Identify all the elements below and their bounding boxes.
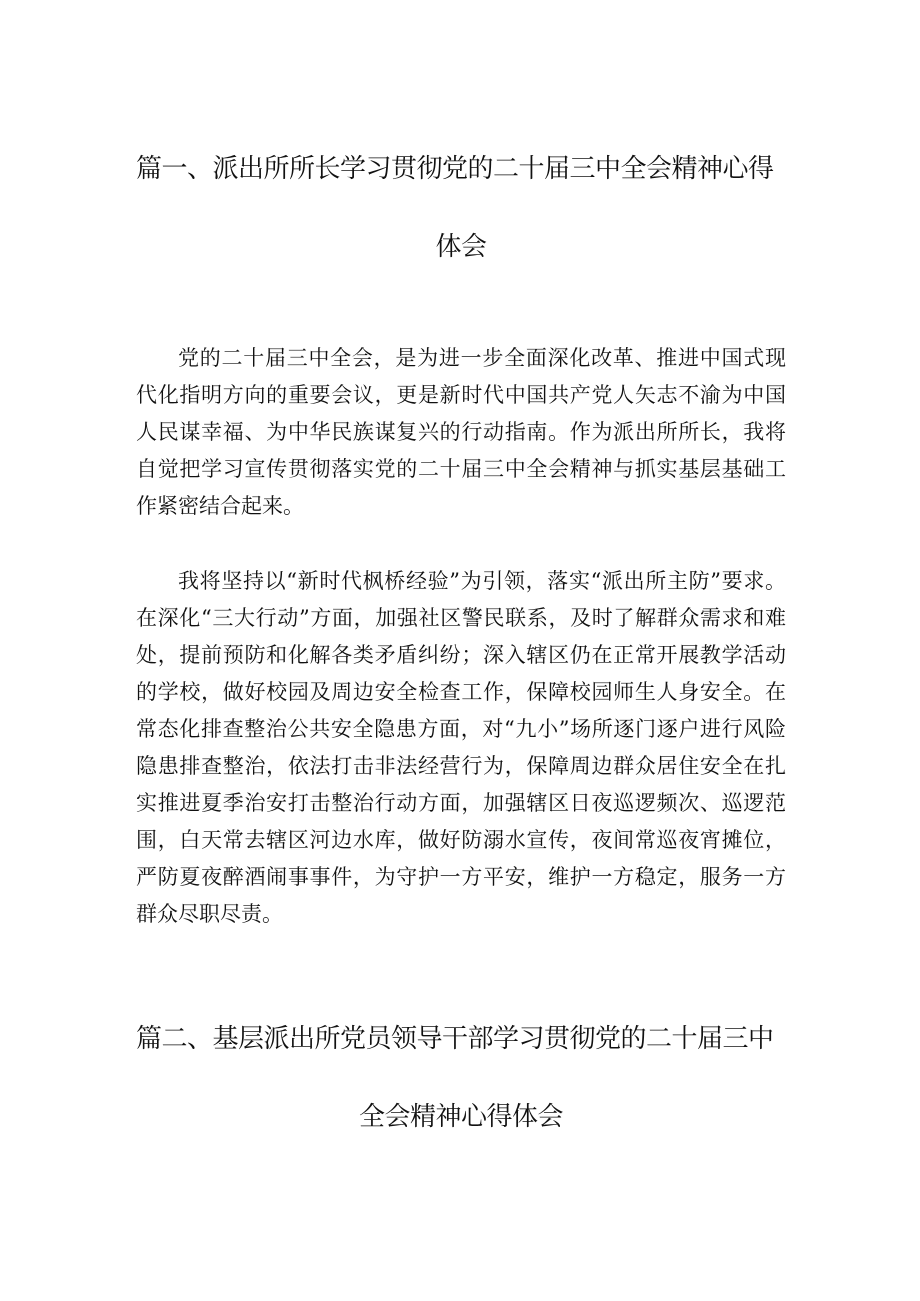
section-1-title-line-1: 篇一、派出所所长学习贯彻党的二十届三中全会精神心得	[136, 154, 774, 184]
section-1-paragraph-2: 我将坚持以“新时代枫桥经验”为引领，落实“派出所主防”要求。在深化“三大行动”方面，加强社区警民联系，及时了解群众需求和难处，提前预防和化解各类矛盾纠纷；深入辖区仍在正常开展教学活动的学校，做好校园及周边安全检查工作，保障校园师生人身安全。在常态化排查整治公共安全隐患方面，对“九小”场所逐门逐户进行风险隐患排查整治，依法打击非法经营行为，保障周边群众居住安全在扎实推进夏季治安打击整治行动方面，加强辖区日夜巡逻频次、巡逻范围，白天常去辖区河边水库，做好防溺水宣传，夜间常巡夜宵摊位，严防夏夜醉酒闹事事件，为守护一方平安，维护一方稳定，服务一方群众尽职尽责。	[136, 569, 786, 926]
section-2-title-line-2: 全会精神心得体会	[358, 1102, 563, 1132]
section-1-paragraph-1: 党的二十届三中全会，是为进一步全面深化改革、推进中国式现代化指明方向的重要会议，更是新时代中国共产党人矢志不渝为中国人民谋幸福、为中华民族谋复兴的行动指南。作为派出所所长，我将自觉把学习宣传贯彻落实党的二十届三中全会精神与抓实基层基础工作紧密结合起来。	[136, 346, 786, 518]
section-2-title-line-1: 篇二、基层派出所党员领导干部学习贯彻党的二十届三中	[136, 1024, 774, 1054]
section-1-paragraph-1-block	[136, 340, 786, 525]
section-1-title-line-2: 体会	[435, 232, 487, 262]
section-2-title	[136, 1000, 786, 1156]
section-1-title	[136, 130, 786, 286]
section-1-paragraph-2-block	[136, 563, 786, 933]
